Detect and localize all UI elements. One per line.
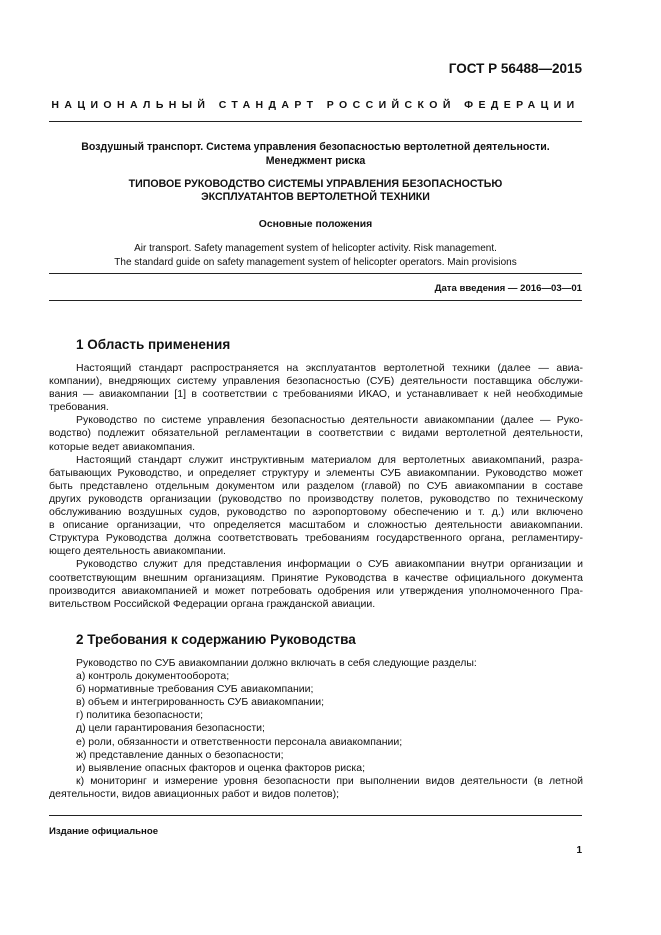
national-standard-banner: НАЦИОНАЛЬНЫЙ СТАНДАРТ РОССИЙСКОЙ ФЕДЕРАЦИИ — [51, 99, 580, 111]
section1-line: Настоящий стандарт распространяется на эксплуатантов вертолетной техники (далее — авиа- — [76, 362, 583, 374]
introduction-date: Дата введения — 2016—03—01 — [434, 283, 582, 294]
title-ru-line2: Менеджмент риска — [265, 155, 366, 167]
title-ru-line1: Воздушный транспорт. Система управления безопасностью вертолетной деятельности. — [81, 141, 550, 153]
section1-line: Структура Руководства должна соответствовать требованиям государственного органа, регламентиру- — [49, 532, 583, 545]
section1-body — [49, 362, 583, 611]
section1-line: соответствующим внешним организациям. Принятие Руководства в качестве официального документа — [49, 571, 583, 584]
section1-line: Руководство по системе управления безопасностью деятельности авиакомпании (далее — Руко- — [76, 414, 583, 427]
section2-list-item: г) политика безопасности; — [76, 709, 204, 722]
section2-heading: 2 Требования к содержанию Руководства — [76, 632, 356, 647]
section2-list-item: а) контроль документооборота; — [76, 670, 230, 683]
page-number: 1 — [576, 845, 582, 856]
section1-line: вания — авиакомпании [1] в соответствии с требованиями ИКАО, и устанавливает к ней необходимые — [49, 388, 583, 401]
title-ru — [49, 140, 582, 168]
section1-line: которые ведет авиакомпания. — [49, 440, 196, 453]
section1-line: обслуживанию воздушных судов, руководство по аэропортовому обеспечению и т. д.) или включено — [49, 506, 583, 519]
section2-list-item: е) роли, обязанности и ответственности персонала авиакомпании; — [76, 735, 403, 748]
section2-list-item: к) мониторинг и измерение уровня безопасности при выполнении видов деятельности (в летной — [76, 774, 583, 787]
section1-line: в описание организации, что определяется масштабом и сложностью деятельности авиакомпании. — [49, 519, 583, 532]
section1-line: производится авиакомпанией и может потребовать одобрения или утверждения уполномоченного Пра- — [49, 584, 583, 597]
section1-line: ющего деятельность авиакомпании. — [49, 545, 226, 558]
title-main-line1: ТИПОВОЕ РУКОВОДСТВО СИСТЕМЫ УПРАВЛЕНИЯ БЕЗОПАСНОСТЬЮ — [128, 178, 503, 190]
section1-line: других руководств организации (руководство по производству полетов, руководство по техническому — [49, 492, 583, 505]
section2-list-item: деятельности, видов авиационных работ и видов полетов); — [49, 787, 340, 800]
section2-list-item: в) объем и интегрированность СУБ авиакомпании; — [76, 696, 324, 709]
section1-line: компании), внедряющих систему управления безопасностью (СУБ) деятельности поставщика обслужи- — [49, 375, 583, 388]
date-top-divider — [49, 273, 582, 274]
section1-line: Руководство служит для представления информации о СУБ авиакомпании внутри организации и — [76, 558, 583, 571]
title-main-line2: ЭКСПЛУАТАНТОВ ВЕРТОЛЕТНОЙ ТЕХНИКИ — [201, 191, 430, 203]
footer-divider — [49, 815, 582, 816]
section1-line: вительством Российской Федерации органа гражданской авиации. — [49, 597, 376, 610]
title-main — [49, 178, 582, 204]
standard-code: ГОСТ Р 56488—2015 — [448, 61, 582, 76]
title-en-line2: The standard guide on safety management system of helicopter operators. Main provisions — [114, 257, 517, 268]
section1-line: Настоящий стандарт служит инструктивным материалом для вертолетных авиакомпаний, разра- — [76, 453, 583, 466]
edition-label: Издание официальное — [49, 826, 159, 837]
section2-body — [49, 657, 583, 801]
title-en — [49, 242, 582, 270]
title-subtitle: Основные положения — [258, 219, 373, 230]
section2-list-item: и) выявление опасных факторов и оценка факторов риска; — [76, 761, 366, 774]
section2-line: Руководство по СУБ авиакомпании должно включать в себя следующие разделы: — [76, 657, 477, 669]
section1-line: быть представлено отдельным документом или разделом (главой) по СУБ авиакомпании в составе — [49, 479, 583, 492]
section1-line: батывающих Руководство, и определяет структуру и элементы СУБ авиакомпании. Руководство может — [49, 466, 583, 479]
section1-line: требования. — [49, 401, 109, 414]
section1-heading: 1 Область применения — [76, 337, 231, 352]
section2-list-item: б) нормативные требования СУБ авиакомпании; — [76, 683, 314, 696]
section1-line: водство) подлежит обязательной регламентации в соответствии с видами вертолетной деятельности, — [49, 427, 583, 440]
date-bottom-divider — [49, 300, 582, 301]
title-en-line1: Air transport. Safety management system of helicopter activity. Risk management. — [134, 243, 497, 254]
section2-list-item: д) цели гарантирования безопасности; — [76, 722, 265, 735]
top-divider — [49, 121, 582, 122]
section2-list-item: ж) представление данных о безопасности; — [76, 748, 284, 761]
